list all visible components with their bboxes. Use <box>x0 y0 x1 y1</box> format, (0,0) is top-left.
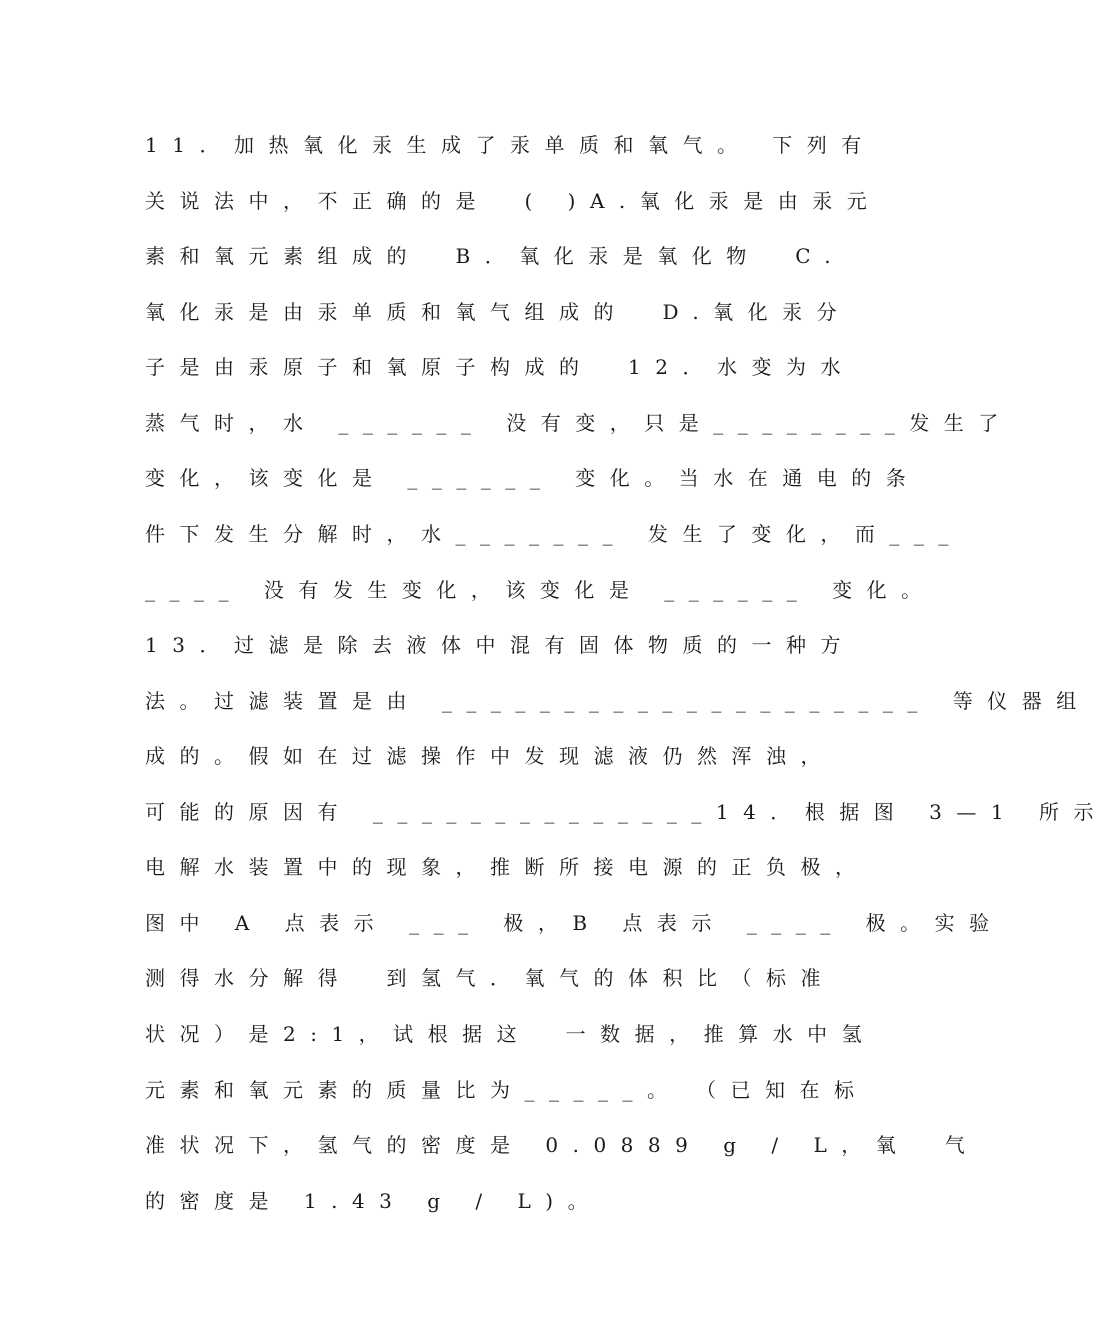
text-line: 素和氧元素组成的 B．氧化汞是氧化物 C. <box>145 244 846 268</box>
text-line: 成的。假如在过滤操作中发现滤液仍然浑浊， <box>145 744 835 768</box>
text-line: 准状况下，氢气的密度是 0.0889 g / L，氧 气 <box>145 1133 980 1157</box>
text-line: 子是由汞原子和氧原子构成的 12．水变为水 <box>145 355 855 379</box>
text-line: 11．加热氧化汞生成了汞单质和氧气。 下列有 <box>145 133 876 157</box>
text-line: 氧化汞是由汞单质和氧气组成的 D.氧化汞分 <box>145 300 852 324</box>
text-line: 件下发生分解时，水_______ 发生了变化，而___ <box>145 522 963 546</box>
text-line: 电解水装置中的现象，推断所接电源的正负极， <box>145 855 870 879</box>
text-line: 可能的原因有 ______________14．根据图 3—1 所示 <box>145 800 1108 824</box>
text-line: 状况）是2:1，试根据这 一数据，推算水中氢 <box>145 1022 877 1046</box>
text-line: ____ 没有发生变化，该变化是 ______ 变化。 <box>145 578 936 602</box>
text-line: 法。过滤装置是由 ____________________ 等仪器组 <box>145 689 1091 713</box>
text-line: 的密度是 1.43 g / L)。 <box>145 1189 603 1213</box>
text-line: 关说法中，不正确的是 ( )A.氧化汞是由汞元 <box>145 189 882 213</box>
text-line: 元素和氧元素的质量比为_____。 （已知在标 <box>145 1078 869 1102</box>
text-line: 蒸气时，水 ______ 没有变，只是________发生了 <box>145 411 1013 435</box>
text-line: 变化，该变化是 ______ 变化。当水在通电的条 <box>145 466 921 490</box>
text-line: 13．过滤是除去液体中混有固体物质的一种方 <box>145 633 855 657</box>
text-line: 图中 A 点表示 ___ 极，B 点表示 ____ 极。实验 <box>145 911 1004 935</box>
text-line: 测得水分解得 到氢气．氧气的体积比（标准 <box>145 966 835 990</box>
